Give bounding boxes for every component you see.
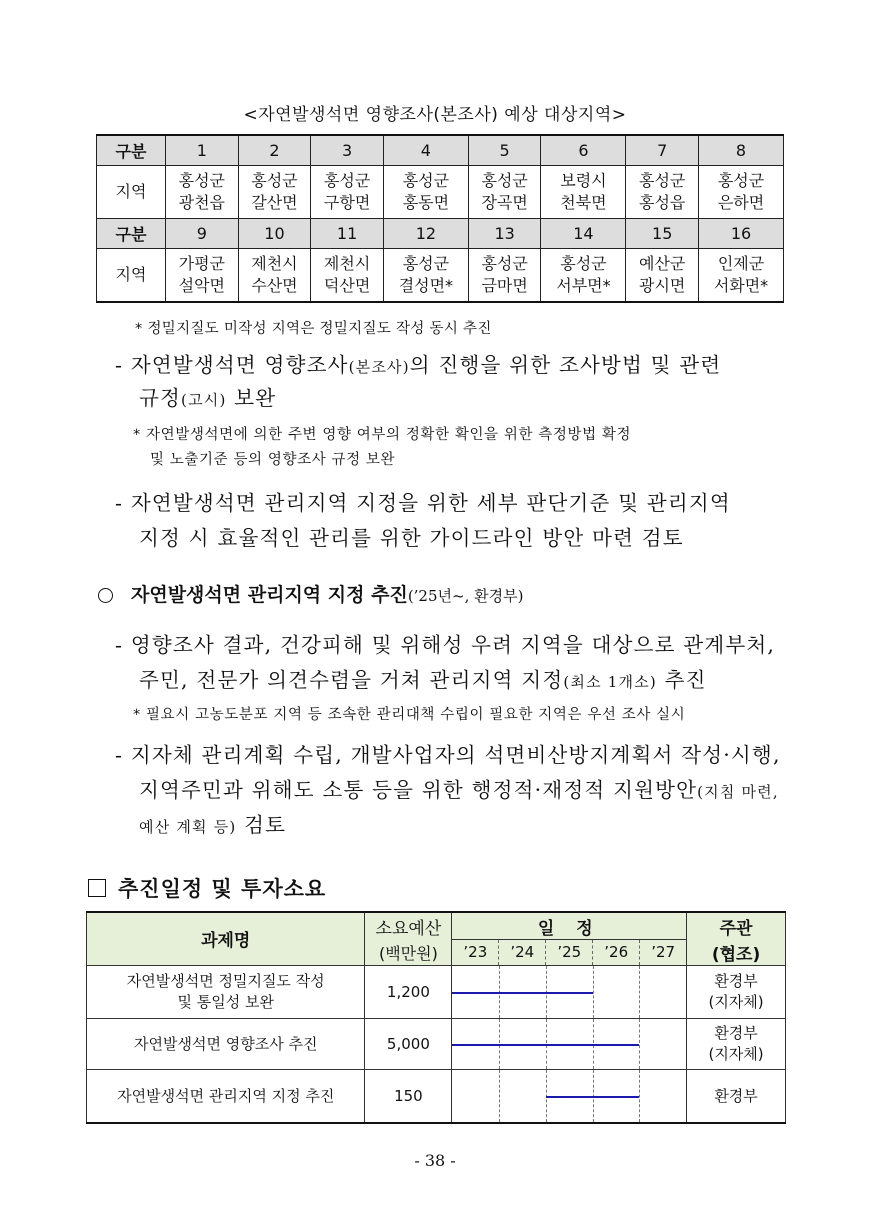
area-number: 15 <box>626 219 699 249</box>
bullet-guideline: - 자연발생석면 관리지역 지정을 위한 세부 판단기준 및 관리지역 <box>115 491 731 515</box>
region-label: 지역 <box>97 249 166 303</box>
year-divider <box>593 966 594 1018</box>
region-cell: 홍성군 홍성읍 <box>626 166 699 219</box>
schedule-table <box>86 911 786 1124</box>
budget-cell: 5,000 <box>365 1018 452 1069</box>
area-number: 3 <box>311 135 384 166</box>
table-row <box>97 166 784 219</box>
task-cell: 자연발생석면 영향조사 추진 <box>87 1018 365 1069</box>
owner-cell: 환경부 (지자체) <box>687 1018 786 1069</box>
area-number: 8 <box>699 135 784 166</box>
gantt-bar <box>546 1096 640 1098</box>
checkbox-square-icon <box>88 879 106 897</box>
area-number: 16 <box>699 219 784 249</box>
owner-cell: 환경부 <box>687 1069 786 1123</box>
gantt-cell <box>452 1018 687 1069</box>
table-row <box>87 1069 786 1123</box>
gantt-bar <box>452 992 592 994</box>
page-number: - 38 - <box>414 1151 456 1170</box>
circle-icon <box>98 588 113 603</box>
year-divider <box>499 1070 500 1122</box>
area-number: 12 <box>383 219 468 249</box>
region-cell: 홍성군 서부면* <box>541 249 626 303</box>
year-label: ’23 <box>452 940 499 966</box>
region-cell: 홍성군 구항면 <box>311 166 384 219</box>
owner-cell: 환경부 (지자체) <box>687 965 786 1018</box>
bullet-survey-method: - 자연발생석면 영향조사(본조사)의 진행을 위한 조사방법 및 관련 <box>115 353 722 377</box>
budget-cell: 150 <box>365 1069 452 1123</box>
region-cell: 제천시 수산면 <box>238 249 311 303</box>
gantt-cell <box>452 1069 687 1123</box>
bullet-support-cont2: 예산 계획 등) 검토 <box>139 813 287 837</box>
section-title: 추진일정 및 투자소요 <box>88 873 326 903</box>
task-cell: 자연발생석면 관리지역 지정 추진 <box>87 1069 365 1123</box>
year-label: ’26 <box>593 940 640 966</box>
subsection-heading: 자연발생석면 관리지역 지정 추진(’25년~, 환경부) <box>98 580 523 607</box>
year-label: ’24 <box>499 940 546 966</box>
table-header-row <box>97 135 784 166</box>
year-label: ’25 <box>546 940 593 966</box>
label-cell: 구분 <box>97 135 166 166</box>
year-divider <box>639 1070 640 1122</box>
region-cell: 홍성군 홍동면 <box>383 166 468 219</box>
subnote-line2: 및 노출기준 등의 영향조사 규정 보완 <box>150 452 396 468</box>
region-label: 지역 <box>97 166 166 219</box>
region-cell: 예산군 광시면 <box>626 249 699 303</box>
year-divider <box>639 1019 640 1069</box>
budget-header: 소요예산 <box>365 912 452 940</box>
year-divider <box>639 966 640 1018</box>
bullet-designation-cont: 주민, 전문가 의견수렴을 거쳐 관리지역 지정(최소 1개소) 추진 <box>139 668 707 692</box>
gantt-cell <box>452 965 687 1018</box>
area-number: 5 <box>468 135 541 166</box>
area-number: 1 <box>166 135 239 166</box>
year-label: ’27 <box>640 940 687 966</box>
label-cell: 구분 <box>97 219 166 249</box>
region-cell: 제천시 덕산면 <box>311 249 384 303</box>
region-cell: 홍성군 광천읍 <box>166 166 239 219</box>
task-cell: 자연발생석면 정밀지질도 작성 및 통일성 보완 <box>87 965 365 1018</box>
bullet-guideline-cont: 지정 시 효율적인 관리를 위한 가이드라인 방안 마련 검토 <box>139 526 684 550</box>
area-number: 10 <box>238 219 311 249</box>
bullet-support-cont: 지역주민과 위해도 소통 등을 위한 행정적·재정적 지원방안(지침 마련, <box>139 778 779 802</box>
region-cell: 인제군 서화면* <box>699 249 784 303</box>
budget-cell: 1,200 <box>365 965 452 1018</box>
area-number: 13 <box>468 219 541 249</box>
schedule-header: 일 정 <box>452 912 687 940</box>
table-row <box>97 249 784 303</box>
area-number: 7 <box>626 135 699 166</box>
region-cell: 가평군 설악면 <box>166 249 239 303</box>
region-cell: 홍성군 장곡면 <box>468 166 541 219</box>
table-row <box>87 1018 786 1069</box>
region-cell: 홍성군 은하면 <box>699 166 784 219</box>
area-number: 14 <box>541 219 626 249</box>
bullet-designation: - 영향조사 결과, 건강피해 및 위해성 우려 지역을 대상으로 관계부처, <box>115 633 776 657</box>
table-row <box>87 965 786 1018</box>
task-header: 과제명 <box>87 912 365 965</box>
gantt-track <box>452 966 686 1018</box>
region-cell: 보령시 천북면 <box>541 166 626 219</box>
target-areas-table <box>96 134 784 303</box>
schedule-header-row <box>87 912 786 940</box>
bullet-support: - 지자체 관리계획 수립, 개발사업자의 석면비산방지계획서 작성·시행, <box>115 743 781 767</box>
gantt-bar <box>452 1044 639 1046</box>
area-number: 2 <box>238 135 311 166</box>
subnote-priority: * 필요시 고농도분포 지역 등 조속한 관리대책 수립이 필요한 지역은 우선 조사 실시 <box>133 707 686 723</box>
region-cell: 홍성군 결성면* <box>383 249 468 303</box>
table-footnote: * 정밀지질도 미작성 지역은 정밀지질도 작성 동시 추진 <box>135 321 492 337</box>
subnote-line1: * 자연발생석면에 의한 주변 영향 여부의 정확한 확인을 위한 측정방법 확정 <box>133 427 632 443</box>
gantt-track <box>452 1070 686 1122</box>
area-number: 6 <box>541 135 626 166</box>
bullet-survey-method-cont: 규정(고시) 보완 <box>139 386 277 410</box>
gantt-track <box>452 1019 686 1069</box>
area-number: 9 <box>166 219 239 249</box>
owner-sub: (협조) <box>687 940 786 966</box>
table-header-row <box>97 219 784 249</box>
table-caption: <자연발생석면 영향조사(본조사) 예상 대상지역> <box>243 105 627 125</box>
budget-unit: (백만원) <box>365 940 452 966</box>
region-cell: 홍성군 금마면 <box>468 249 541 303</box>
region-cell: 홍성군 갈산면 <box>238 166 311 219</box>
owner-header: 주관 <box>687 912 786 940</box>
area-number: 4 <box>383 135 468 166</box>
area-number: 11 <box>311 219 384 249</box>
